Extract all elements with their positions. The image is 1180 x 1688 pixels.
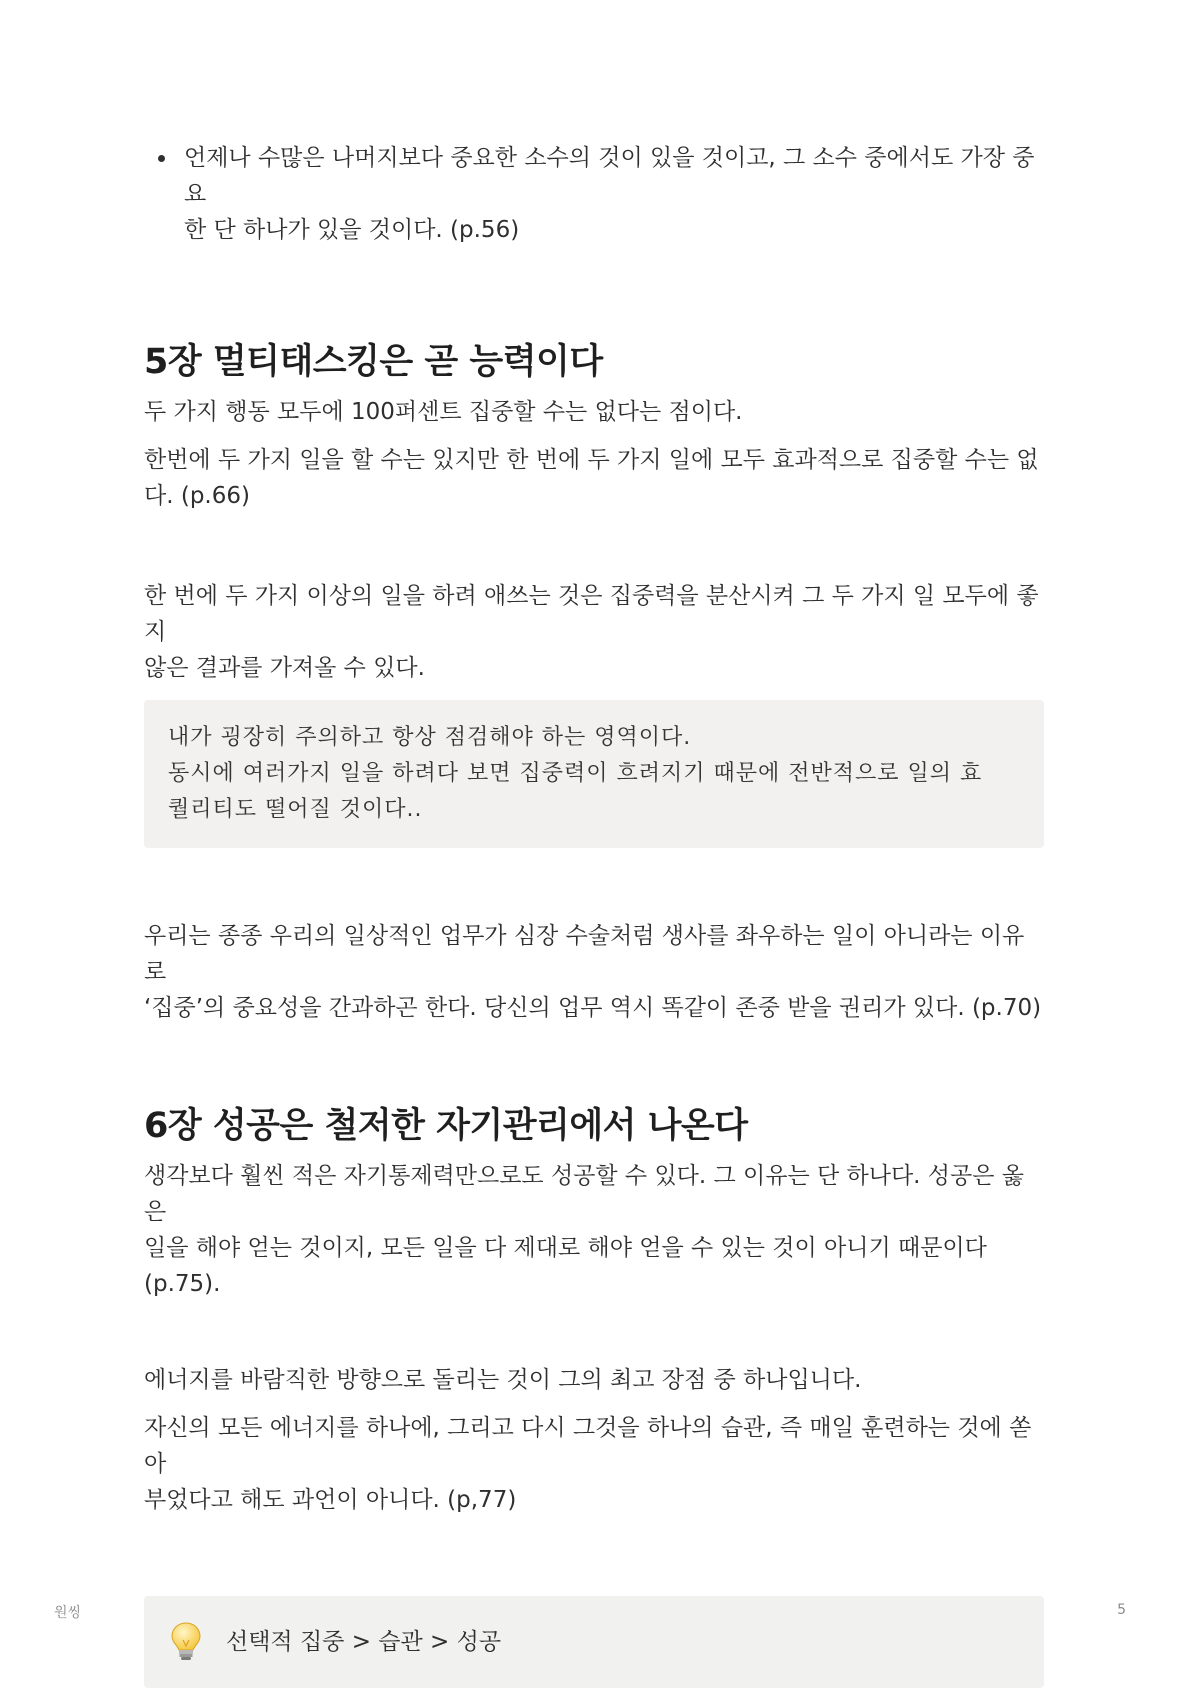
paragraph-line: 우리는 종종 우리의 일상적인 업무가 심장 수술처럼 생사를 좌우하는 일이 아니라는 이유로 <box>144 923 1025 985</box>
section-5-heading: 5장 멀티태스킹은 곧 능력이다 <box>144 342 603 382</box>
section-6-paragraph-2: 에너지를 바람직한 방향으로 돌리는 것이 그의 최고 장점 중 하나입니다. <box>144 1367 862 1393</box>
section-6-heading: 6장 성공은 철저한 자기관리에서 나온다 <box>144 1106 748 1146</box>
section-6-paragraph-3 <box>144 1410 1044 1518</box>
paragraph-line: 자신의 모든 에너지를 하나에, 그리고 다시 그것을 하나의 습관, 즉 매일 훈련하는 것에 쏟아 <box>144 1415 1032 1477</box>
bullet-dot <box>144 140 184 248</box>
paragraph-line: 한 번에 두 가지 이상의 일을 하려 애쓰는 것은 집중력을 분산시켜 그 두 가지 일 모두에 좋지 <box>144 583 1039 645</box>
code-block[interactable] <box>144 700 1044 848</box>
paragraph-line: 한번에 두 가지 일을 할 수는 있지만 한 번에 두 가지 일에 모두 효과적으로 집중할 수는 없 <box>144 447 1039 473</box>
spacer <box>144 1314 1044 1362</box>
code-line-3: 퀄리티도 떨어질 것이다.. <box>168 797 423 822</box>
page-content <box>144 140 1044 1688</box>
paragraph-line: 다. (p.66) <box>144 483 250 509</box>
lightbulb-icon <box>168 1620 204 1664</box>
bullet-line-2: 한 단 하나가 있을 것이다. (p.56) <box>184 217 520 243</box>
spacer <box>144 526 1044 578</box>
paragraph-line: 부었다고 해도 과언이 아니다. (p,77) <box>144 1487 517 1513</box>
section-5-paragraph-2 <box>144 442 1044 514</box>
footer-author: 원씽 <box>54 1605 82 1621</box>
paragraph-line: 일을 해야 얻는 것이지, 모든 일을 다 제대로 해야 얻을 수 있는 것이 아니기 때문이다 <box>144 1235 987 1261</box>
bullet-text <box>184 140 1044 248</box>
section-5-paragraph-4 <box>144 918 1044 1026</box>
paragraph-line: ‘집중’의 중요성을 간과하곤 한다. 당신의 업무 역시 똑같이 존중 받을 권리가 있다. (p.70) <box>144 995 1042 1021</box>
section-6-paragraph-1 <box>144 1158 1044 1302</box>
code-line-1: 내가 굉장히 주의하고 항상 점검해야 하는 영역이다. <box>168 725 692 750</box>
bullet-item <box>144 140 1044 248</box>
code-line-2: 동시에 여러가지 일을 하려다 보면 집중력이 흐려지기 때문에 전반적으로 일의 효 <box>168 761 983 786</box>
section-5-paragraph-1: 두 가지 행동 모두에 100퍼센트 집중할 수는 없다는 점이다. <box>144 399 743 425</box>
paragraph-line: 생각보다 훨씬 적은 자기통제력만으로도 성공할 수 있다. 그 이유는 단 하나다. 성공은 옳은 <box>144 1163 1024 1225</box>
footer-page-number: 5 <box>1117 1602 1126 1618</box>
callout-block <box>144 1596 1044 1688</box>
section-5-paragraph-3 <box>144 578 1044 686</box>
bullet-line-1: 언제나 수많은 나머지보다 중요한 소수의 것이 있을 것이고, 그 소수 중에서도 가장 중요 <box>184 145 1035 207</box>
paragraph-line: 않은 결과를 가져올 수 있다. <box>144 655 425 681</box>
paragraph-line: (p.75). <box>144 1271 221 1297</box>
callout-text: 선택적 집중 > 습관 > 성공 <box>226 1629 502 1655</box>
